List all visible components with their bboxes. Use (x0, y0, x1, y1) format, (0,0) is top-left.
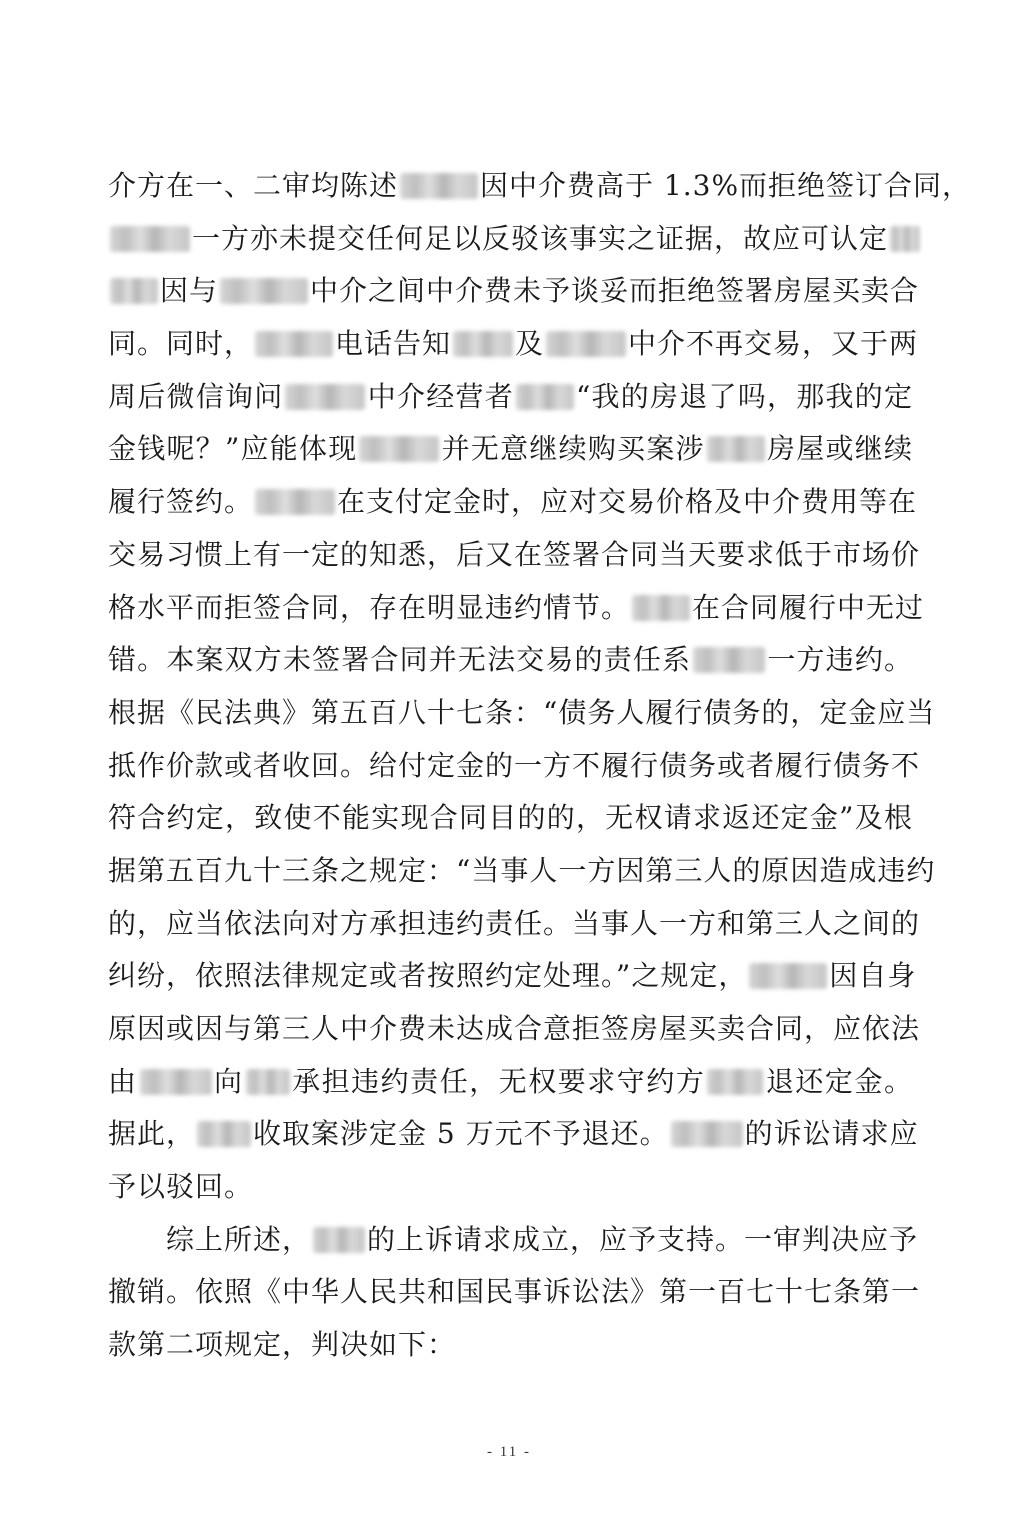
redacted-name (516, 384, 574, 410)
text-segment: 格水平而拒签合同，存在明显违约情节。 (108, 590, 631, 624)
text-segment: 及 (515, 327, 545, 361)
text-line (108, 1108, 919, 1161)
text-line (108, 687, 936, 740)
text-segment: 因与 (160, 274, 219, 308)
text-line (108, 1266, 921, 1319)
redacted-name (246, 1069, 290, 1095)
text-line (108, 529, 921, 582)
text-segment: 交易习惯上有一定的知悉，后又在签署合同当天要求低于市场价 (108, 537, 921, 571)
text-segment: 综上所述， (166, 1222, 312, 1256)
judgment-body-text (108, 160, 972, 1372)
text-segment: 抵作价款或者收回。给付定金的一方不履行债务或者履行债务不 (108, 748, 921, 782)
text-segment: 符合约定，致使不能实现合同目的的，无权请求返还定金”及根 (108, 801, 913, 835)
text-segment: 收取案涉定金 5 万元不予退还。 (253, 1117, 669, 1151)
redacted-name (671, 1121, 743, 1147)
text-segment: 据此， (108, 1117, 196, 1151)
text-line (108, 950, 917, 1003)
text-segment: 错。本案双方未签署合同并无法交易的责任系 (108, 643, 692, 677)
text-segment: 据第五百九十三条之规定：“当事人一方因第三人的原因造成违约 (108, 853, 936, 887)
redacted-name (400, 173, 478, 199)
text-segment: 在支付定金时，应对交易价格及中介费用等在 (337, 485, 918, 519)
text-segment: 同。同时， (108, 327, 254, 361)
text-line (108, 423, 913, 476)
text-line (108, 1214, 919, 1267)
text-line (108, 213, 913, 266)
text-line (108, 582, 925, 635)
text-segment: 因自身 (829, 959, 917, 993)
text-line (108, 1003, 921, 1056)
text-segment: 中介不再交易，又于两 (628, 327, 919, 361)
redacted-name (707, 1069, 763, 1095)
redacted-name (313, 1227, 365, 1253)
text-segment: 履行签约。 (108, 485, 254, 519)
text-segment: 一方违约。 (767, 643, 913, 677)
redacted-name (453, 331, 513, 357)
text-segment: 退还定金。 (765, 1064, 913, 1098)
text-segment: 中介经营者 (367, 379, 514, 413)
text-segment: 予以驳回。 (108, 1170, 254, 1204)
redacted-name (693, 647, 765, 673)
text-segment: 纠纷，依照法律规定或者按照约定处理。”之规定， (108, 959, 748, 993)
text-line (108, 1056, 913, 1109)
text-segment: 金钱呢？”应能体现 (108, 432, 358, 466)
text-line (108, 845, 936, 898)
text-line (108, 371, 913, 424)
redacted-name (255, 489, 335, 515)
text-line (108, 318, 919, 371)
redacted-name (707, 436, 765, 462)
text-segment: 电话告知 (335, 327, 452, 361)
redacted-name (110, 278, 158, 304)
text-line (108, 792, 913, 845)
text-segment: “我的房退了吗，那我的定 (575, 379, 913, 413)
text-segment: 根据《民法典》第五百八十七条：“债务人履行债务的，定金应当 (108, 695, 936, 729)
redacted-name (140, 1069, 212, 1095)
text-line (108, 1319, 913, 1372)
redacted-name (546, 331, 626, 357)
redacted-name (749, 963, 827, 989)
redacted-name (632, 595, 690, 621)
text-segment: 因中介费高于 1.3%而拒绝签订合同， (480, 169, 972, 202)
text-line (108, 265, 920, 318)
text-line (108, 1161, 913, 1214)
text-line (108, 898, 921, 951)
text-segment: 承担违约责任，无权要求守约方 (291, 1064, 706, 1098)
redacted-name (359, 436, 439, 462)
redacted-name (197, 1121, 251, 1147)
text-line (108, 634, 913, 687)
text-segment: 一方亦未提交任何足以反驳该事实之证据，故应可认定 (192, 221, 889, 255)
text-segment: 的上诉请求成立，应予支持。一审判决应予 (367, 1222, 919, 1256)
text-segment: 原因或因与第三人中介费未达成合意拒签房屋买卖合同，应依法 (108, 1012, 921, 1045)
text-segment: 向 (213, 1064, 244, 1098)
text-segment: 在合同履行中无过 (692, 590, 925, 624)
text-segment: 介方在一、二审均陈述 (108, 169, 399, 202)
text-segment: 撤销。依照《中华人民共和国民事诉讼法》第一百七十七条第一 (108, 1275, 921, 1309)
text-segment: 中介之间中介费未予谈妥而拒绝签署房屋买卖合 (310, 274, 920, 308)
text-segment: 的，应当依法向对方承担违约责任。当事人一方和第三人之间的 (108, 906, 921, 940)
redacted-name (110, 226, 190, 252)
redacted-name (255, 331, 333, 357)
text-segment: 并无意继续购买案涉 (441, 432, 705, 466)
text-segment: 的诉讼请求应 (744, 1117, 919, 1151)
text-line (108, 476, 918, 529)
redacted-name (890, 226, 920, 252)
text-segment: 房屋或继续 (766, 432, 913, 466)
text-segment: 周后微信询问 (108, 379, 284, 413)
page-number: - 11 - (487, 1444, 531, 1460)
text-segment: 由 (108, 1064, 138, 1098)
redacted-name (220, 278, 308, 304)
text-segment: 款第二项规定，判决如下： (108, 1328, 457, 1362)
text-line (108, 740, 921, 793)
redacted-name (285, 384, 365, 410)
text-line (108, 160, 972, 213)
